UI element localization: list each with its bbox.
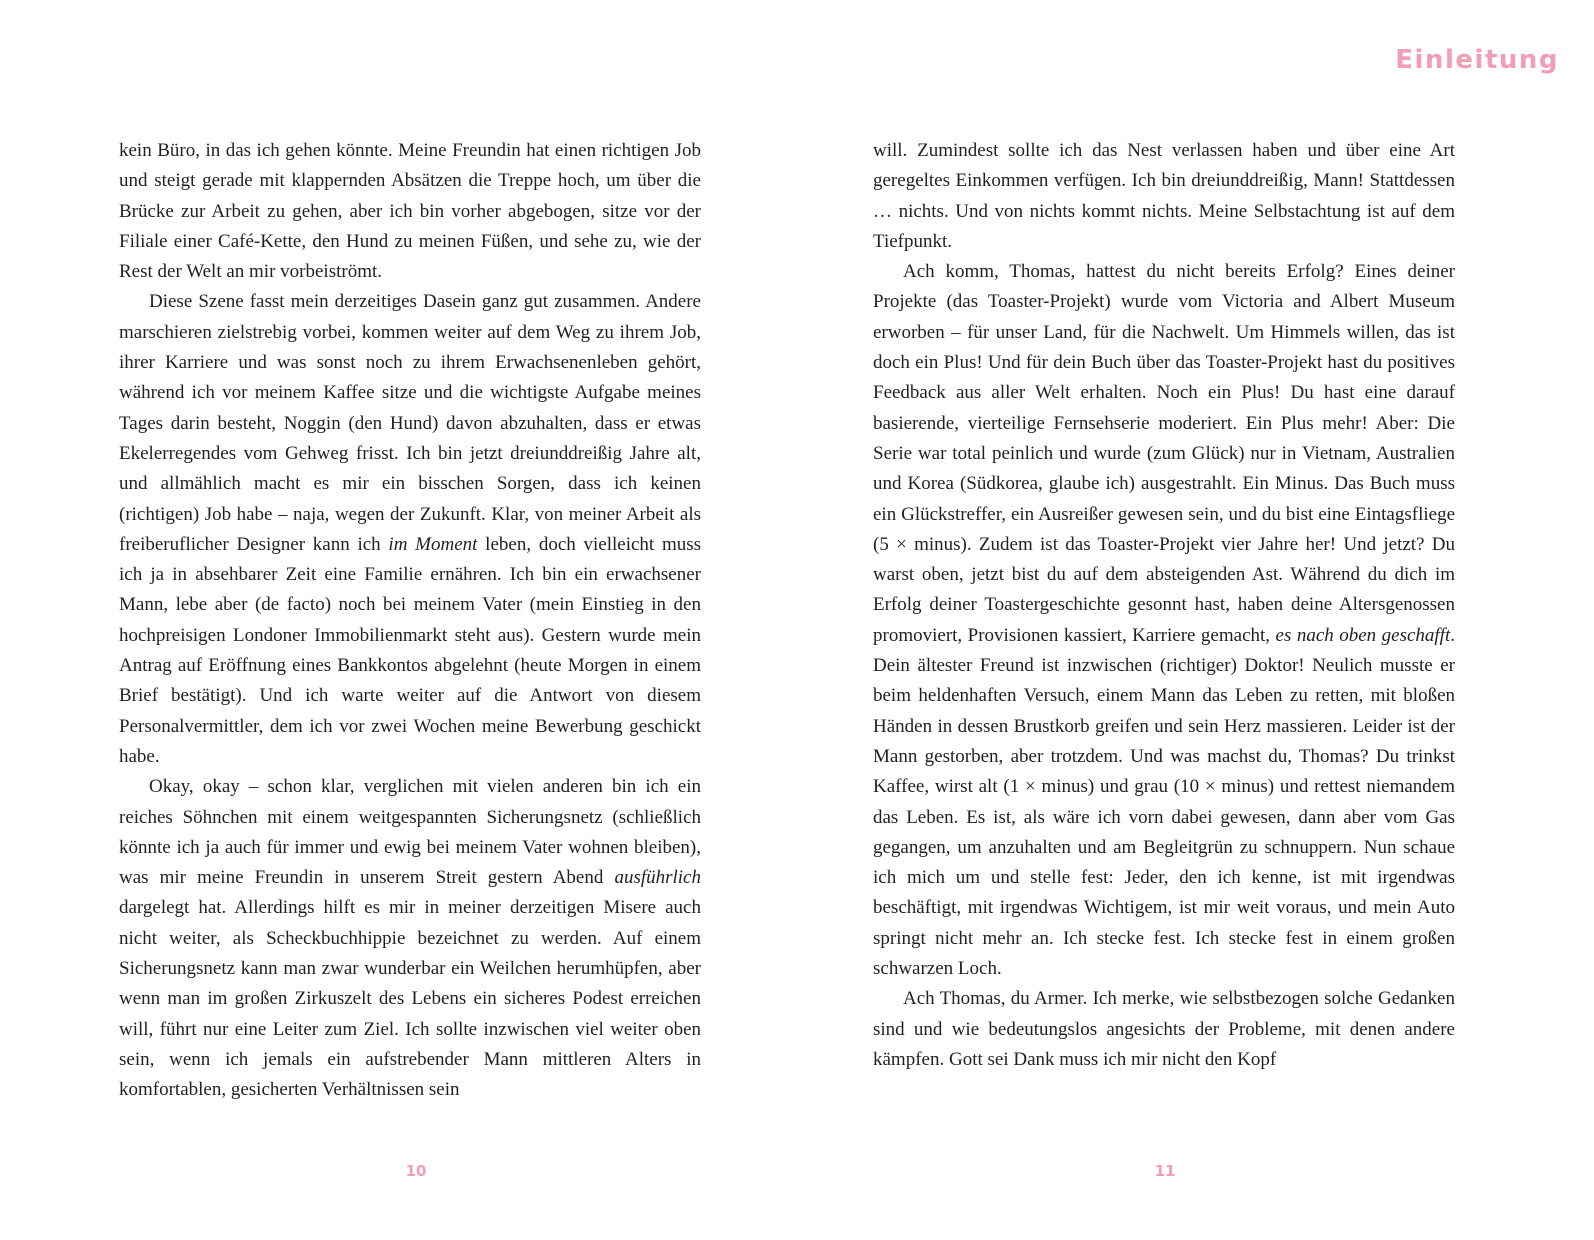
page-number: 11	[1154, 1162, 1176, 1180]
paragraph-text: dargelegt hat. Allerdings hilft es mir in meiner derzeitigen Misere auch nicht weiter, als Scheckbuchhippie bezeichnet zu werden. Auf einem Sicherungsnetz kann man zwar wunderbar ein Weilchen herumhüpfen, aber wenn man im großen Zirkuszelt des Lebens ein sicheres Podest erreichen will, führt nur eine Leiter zum Ziel. Ich sollte inzwischen viel weiter oben sein, wenn ich jemals ein aufstrebender Mann mittleren Alters in komfortablen, gesicherten Verhältnissen sein	[119, 897, 701, 1101]
paragraph	[873, 257, 1455, 984]
paragraph-text: . Dein ältester Freund ist inzwischen (richtiger) Doktor! Neulich musste er beim heldenhaften Versuch, einem Mann das Leben zu retten, mit bloßen Händen in dessen Brustkorb greifen und sein Herz massieren. Leider ist der Mann gestorben, aber trotzdem. Und was machst du, Thomas? Du trinkst Kaffee, wirst alt (1 × minus) und grau (10 × minus) und rettest niemandem das Leben. Es ist, als wäre ich vorn dabei gewesen, dann aber vom Gas gegangen, um anzuhalten und am Begleitgrün zu schnuppern. Nun schaue ich mich um und stelle fest: Jeder, den ich kenne, ist mit irgendwas beschäftigt, mit irgendwas Wichtigem, ist mir weit voraus, und mein Auto springt nicht mehr an. Ich stecke fest. Ich stecke fest in einem großen schwarzen Loch.	[873, 624, 1455, 980]
paragraph-text: Okay, okay – schon klar, verglichen mit vielen anderen bin ich ein reiches Söhnchen mit einem weitgespannten Sicherungsnetz (schließlich könnte ich ja auch für immer und ewig bei meinem Vater wohnen bleiben), was mir meine Freundin in unserem Streit gestern Abend	[119, 776, 701, 889]
paragraph-text: will. Zumindest sollte ich das Nest verlassen haben und über eine Art geregeltes Einkommen verfügen. Ich bin dreiunddreißig, Mann! Stattdessen … nichts. Und von nichts kommt nichts. Meine Selbstachtung ist auf dem Tiefpunkt.	[873, 140, 1455, 252]
left-page-body	[119, 136, 701, 1106]
emphasis-text: es nach oben geschafft	[1275, 624, 1451, 646]
paragraph-text: Diese Szene fasst mein derzeitiges Dasein ganz gut zusammen. Andere marschieren zielstrebig vorbei, kommen weiter auf dem Weg zu ihrem Job, ihrer Karriere und was sonst noch zu ihrem Erwachsenenleben gehört, während ich vor meinem Kaffee sitze und die wichtigste Aufgabe meines Tages darin besteht, Noggin (den Hund) davon abzuhalten, dass er etwas Ekelerregendes vom Gehweg frisst. Ich bin jetzt dreiunddreißig Jahre alt, und allmählich macht es mir ein bisschen Sorgen, dass ich keinen (richtigen) Job habe – naja, wegen der Zukunft. Klar, von meiner Arbeit als freiberuflicher Designer kann ich	[119, 291, 701, 555]
paragraph	[873, 984, 1455, 1075]
paragraph-text: Ach komm, Thomas, hattest du nicht bereits Erfolg? Eines deiner Projekte (das Toaster-Projekt) wurde vom Victoria and Albert Museum erworben – für unser Land, für die Nachwelt. Um Himmels willen, das ist doch ein Plus! Und für dein Buch über das Toaster-Projekt hast du positives Feedback aus aller Welt erhalten. Noch ein Plus! Du hast eine darauf basierende, vierteilige Fernsehserie moderiert. Ein Plus mehr! Aber: Die Serie war total peinlich und wurde (zum Glück) nur in Vietnam, Australien und Korea (Südkorea, glaube ich) ausgestrahlt. Ein Minus. Das Buch muss ein Glückstreffer, ein Ausreißer gewesen sein, und du bist eine Eintagsfliege (5 × minus). Zudem ist das Toaster-Projekt vier Jahre her! Und jetzt? Du warst oben, jetzt bist du auf dem absteigenden Ast. Während du dich im Erfolg deiner Toastergeschichte gesonnt hast, haben deine Altersgenossen promoviert, Provisionen kassiert, Karriere gemacht,	[873, 261, 1455, 646]
paragraph	[873, 136, 1455, 257]
page-number: 10	[405, 1162, 427, 1180]
running-header: Einleitung	[1395, 45, 1559, 75]
paragraph-text: Ach Thomas, du Armer. Ich merke, wie selbstbezogen solche Gedanken sind und wie bedeutungslos angesichts der Probleme, mit denen andere kämpfen. Gott sei Dank muss ich mir nicht den Kopf	[873, 988, 1455, 1070]
paragraph	[119, 136, 701, 287]
paragraph	[119, 772, 701, 1105]
right-page-body	[873, 136, 1455, 1075]
paragraph	[119, 287, 701, 772]
emphasis-text: ausführlich	[614, 867, 701, 889]
paragraph-text: leben, doch vielleicht muss ich ja in absehbarer Zeit eine Familie ernähren. Ich bin ein erwachsener Mann, lebe aber (de facto) noch bei meinem Vater (mein Einstieg in den hochpreisigen Londoner Immobilienmarkt steht aus). Gestern wurde mein Antrag auf Eröffnung eines Bankkontos abgelehnt (heute Morgen in einem Brief bestätigt). Und ich warte weiter auf die Antwort von diesem Personalvermittler, dem ich vor zwei Wochen meine Bewerbung geschickt habe.	[119, 533, 702, 767]
paragraph-text: kein Büro, in das ich gehen könnte. Meine Freundin hat einen richtigen Job und steigt gerade mit klappernden Absätzen die Treppe hoch, um über die Brücke zur Arbeit zu gehen, aber ich bin vorher abgebogen, sitze vor der Filiale einer Café-Kette, den Hund zu meinen Füßen, und sehe zu, wie der Rest der Welt an mir vorbeiströmt.	[119, 140, 701, 283]
right-page	[797, 0, 1594, 1240]
emphasis-text: im Moment	[388, 533, 478, 555]
